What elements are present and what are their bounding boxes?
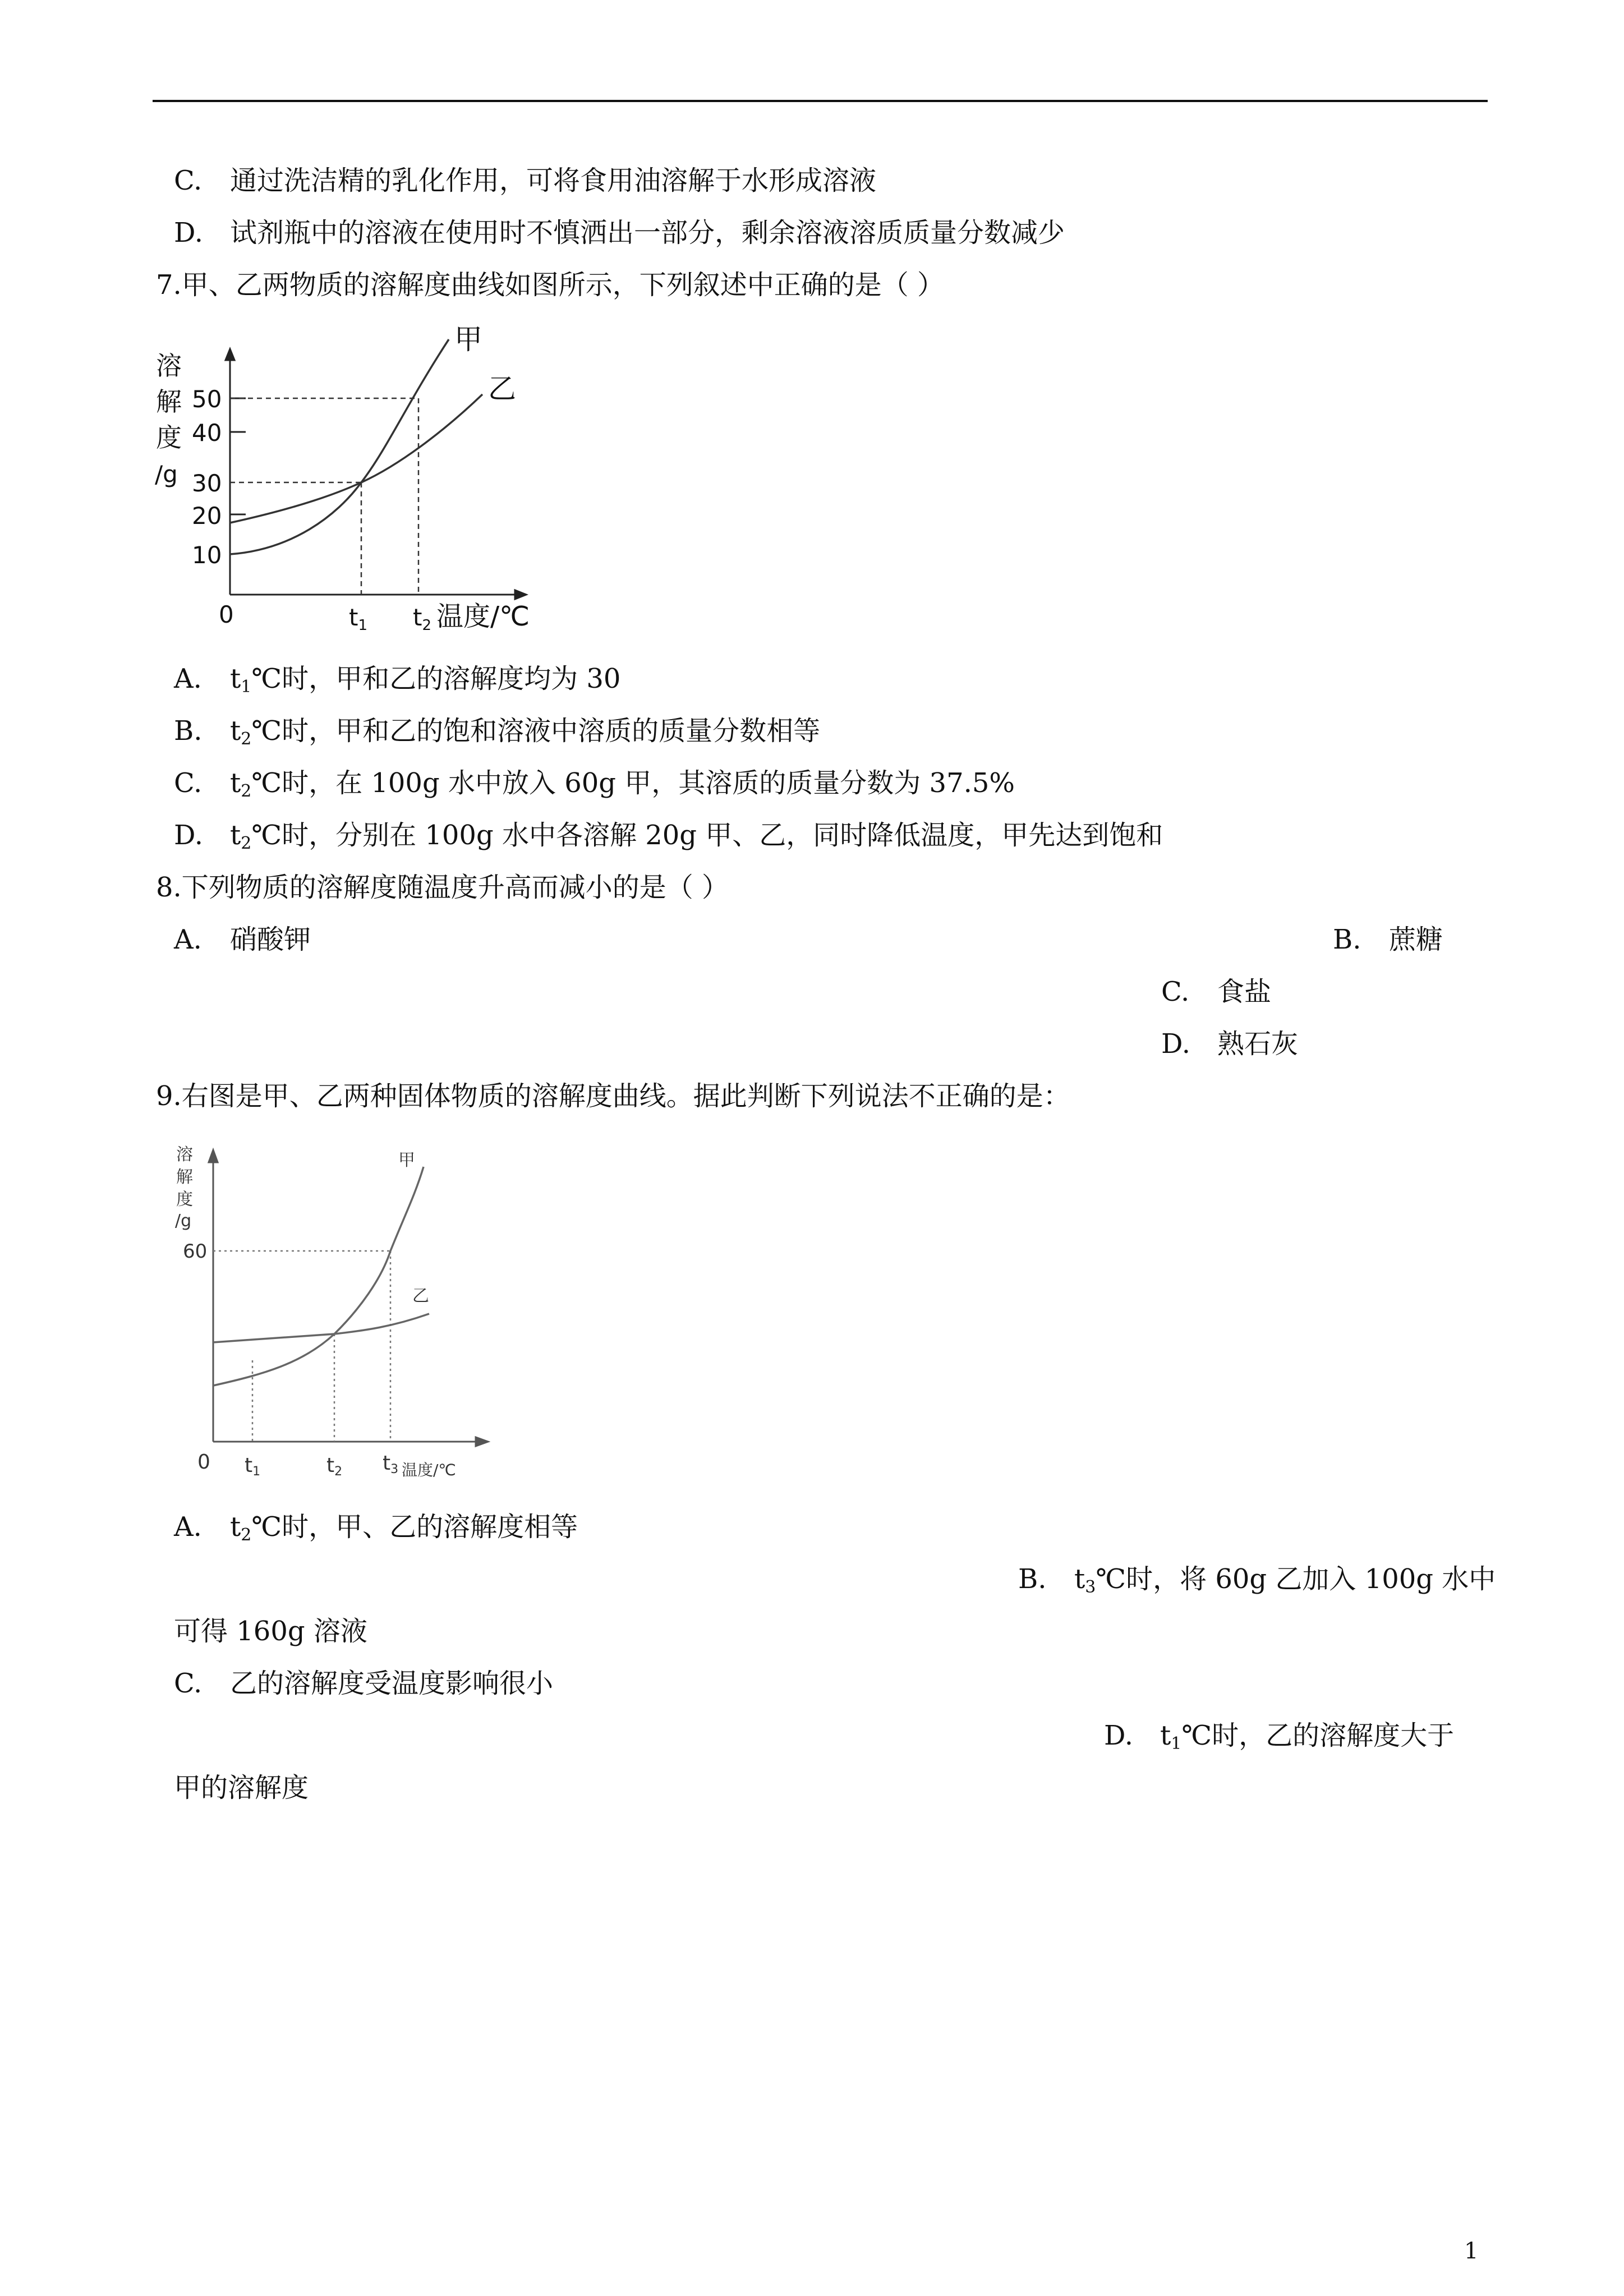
q7-ytick-label-10: 10 xyxy=(192,541,222,569)
q7-curve-yi xyxy=(230,394,482,523)
page-number: 1 xyxy=(1464,2238,1479,2264)
q9-option-b: B. $t_3℃$时，将 60g 乙加入 100g 水中 xyxy=(1018,1563,1496,1597)
q9-curve-label-yi: 乙 xyxy=(412,1286,429,1306)
header-rule xyxy=(153,100,1488,102)
q8-option-b: B. 蔗糖 xyxy=(1333,924,1443,955)
q9-stem: 9.右图是甲、乙两种固体物质的溶解度曲线。据此判断下列说法不正确的是： xyxy=(156,1080,1070,1112)
q7-option-a: A. $t_1℃$时，甲和乙的溶解度均为 30 xyxy=(174,663,621,697)
q9-xtick-t1: t1 xyxy=(245,1454,261,1479)
q9-option-d: D. $t_1℃$时，乙的溶解度大于 xyxy=(1104,1720,1455,1754)
q7-xtick-t2: t2 xyxy=(413,604,432,634)
q9-xtick-t3: t3 xyxy=(383,1452,399,1476)
q9-curve-label-jia: 甲 xyxy=(398,1151,415,1170)
q9-origin: 0 xyxy=(197,1451,210,1474)
q9-x-arrow xyxy=(476,1437,488,1446)
q9-curve-yi xyxy=(213,1314,429,1342)
q9-curve-jia xyxy=(213,1167,424,1386)
q7-xtick-t1: t1 xyxy=(349,604,368,634)
q8-stem: 8.下列物质的溶解度随温度升高而减小的是（ ） xyxy=(156,872,729,903)
q9-ylabel-1: 溶 xyxy=(176,1145,193,1165)
q9-y-arrow xyxy=(209,1150,218,1162)
q8-option-a: A. 硝酸钾 xyxy=(174,924,311,955)
q9-ylabel-4: /g xyxy=(175,1211,192,1231)
q7-ytick-label-30: 30 xyxy=(192,470,222,497)
q7-ytick-label-20: 20 xyxy=(192,502,222,530)
q7-option-d: D. $t_2℃$时，分别在 100g 水中各溶解 20g 甲、乙，同时降低温度，甲先达到饱和 xyxy=(174,820,1163,853)
q7-curve-label-jia: 甲 xyxy=(454,323,482,356)
q7-ylabel-4: /g xyxy=(155,461,178,488)
q7-x-arrow xyxy=(515,590,526,599)
q7-option-c: C. $t_2℃$时，在 100g 水中放入 60g 甲，其溶质的质量分数为 37.5% xyxy=(174,767,1015,801)
q7-y-arrow xyxy=(226,349,234,360)
q9-figure xyxy=(168,1133,527,1483)
q7-ylabel-3: 度 xyxy=(156,422,182,453)
q8-option-c: C. 食盐 xyxy=(1161,976,1272,1007)
q7-figure xyxy=(151,320,544,647)
q7-curve-label-yi: 乙 xyxy=(488,372,516,405)
q7-ytick-label-40: 40 xyxy=(192,419,222,447)
q9-ylabel-2: 解 xyxy=(176,1167,193,1187)
q9-ylabel-3: 度 xyxy=(176,1190,193,1209)
q7-ylabel-1: 溶 xyxy=(156,351,182,381)
q7-origin: 0 xyxy=(219,601,234,628)
q7-option-b: B. $t_2℃$时，甲和乙的饱和溶液中溶质的质量分数相等 xyxy=(174,715,821,749)
q9-ytick-label-60: 60 xyxy=(183,1240,208,1263)
q9-option-d-continued: 甲的溶解度 xyxy=(174,1772,309,1803)
q7-ytick-label-50: 50 xyxy=(192,385,222,413)
q9-option-b-continued: 可得 160g 溶液 xyxy=(174,1616,367,1647)
q6-option-c: C. 通过洗洁精的乳化作用，可将食用油溶解于水形成溶液 xyxy=(174,165,877,196)
q9-option-a: A. $t_2℃$时，甲、乙的溶解度相等 xyxy=(174,1511,578,1545)
q7-curve-jia xyxy=(230,339,449,554)
q9-xlabel: 温度/℃ xyxy=(402,1461,456,1479)
q9-xtick-t2: t2 xyxy=(326,1454,343,1479)
q8-option-d: D. 熟石灰 xyxy=(1161,1028,1299,1060)
q7-xlabel: 温度/℃ xyxy=(436,601,530,632)
q7-stem: 7.甲、乙两物质的溶解度曲线如图所示，下列叙述中正确的是（ ） xyxy=(156,269,945,301)
q6-option-d: D. 试剂瓶中的溶液在使用时不慎洒出一部分，剩余溶液溶质质量分数减少 xyxy=(174,217,1065,249)
q7-ylabel-2: 解 xyxy=(156,386,182,417)
q9-option-c: C. 乙的溶解度受温度影响很小 xyxy=(174,1668,554,1699)
